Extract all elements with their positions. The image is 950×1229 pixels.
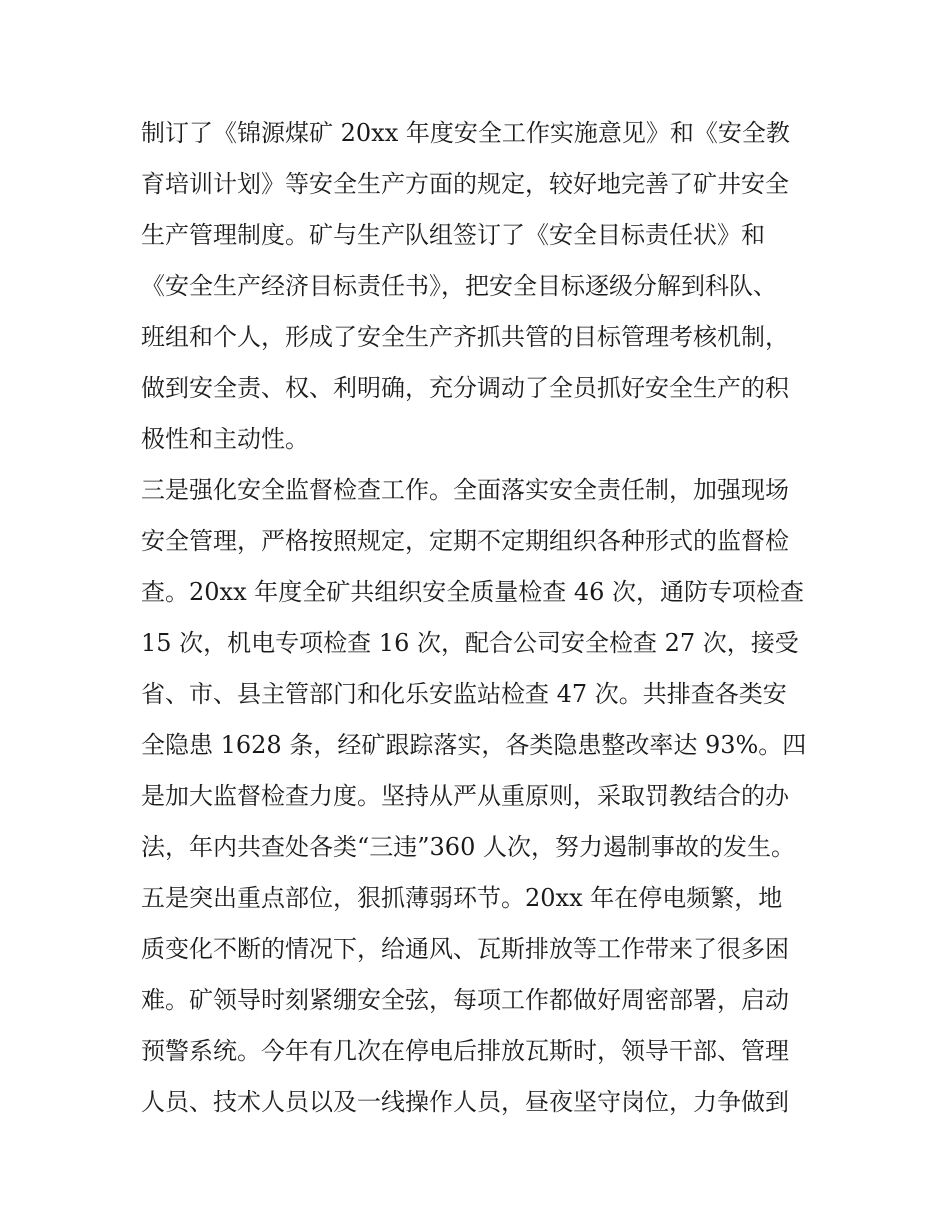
text-line: 15 次，机电专项检查 16 次，配合公司安全检查 27 次，接受 bbox=[141, 629, 799, 657]
text-line: 五是突出重点部位，狠抓薄弱环节。20xx 年在停电频繁，地 bbox=[141, 884, 783, 912]
text-line: 预警系统。今年有几次在停电后排放瓦斯时，领导干部、管理 bbox=[141, 1037, 789, 1065]
text-line: 人员、技术人员以及一线操作人员，昼夜坚守岗位，力争做到 bbox=[141, 1088, 789, 1116]
text-line: 查。20xx 年度全矿共组织安全质量检查 46 次，通防专项检查 bbox=[141, 578, 805, 606]
text-line: 《安全生产经济目标责任书》，把安全目标逐级分解到科队、 bbox=[141, 272, 777, 300]
body-text bbox=[141, 108, 821, 1128]
text-line: 生产管理制度。矿与生产队组签订了《安全目标责任状》和 bbox=[141, 221, 765, 249]
text-line: 是加大监督检查力度。坚持从严从重原则，采取罚教结合的办 bbox=[141, 782, 789, 810]
text-line: 极性和主动性。 bbox=[141, 425, 309, 453]
text-line: 三是强化安全监督检查工作。全面落实安全责任制，加强现场 bbox=[141, 476, 789, 504]
text-line: 安全管理，严格按照规定，定期不定期组织各种形式的监督检 bbox=[141, 527, 789, 555]
text-line: 省、市、县主管部门和化乐安监站检查 47 次。共排查各类安 bbox=[141, 680, 787, 708]
text-line: 难。矿领导时刻紧绷安全弦，每项工作都做好周密部署，启动 bbox=[141, 986, 789, 1014]
text-line: 育培训计划》等安全生产方面的规定，较好地完善了矿井安全 bbox=[141, 170, 789, 198]
text-line: 法，年内共查处各类“三违”360 人次，努力遏制事故的发生。 bbox=[141, 833, 795, 861]
text-line: 质变化不断的情况下，给通风、瓦斯排放等工作带来了很多困 bbox=[141, 935, 789, 963]
text-line: 全隐患 1628 条，经矿跟踪落实，各类隐患整改率达 93%。四 bbox=[141, 731, 807, 759]
text-line: 班组和个人，形成了安全生产齐抓共管的目标管理考核机制， bbox=[141, 323, 789, 351]
text-line: 制订了《锦源煤矿 20xx 年度安全工作实施意见》和《安全教 bbox=[141, 119, 790, 147]
text-line: 做到安全责、权、利明确，充分调动了全员抓好安全生产的积 bbox=[141, 374, 789, 402]
